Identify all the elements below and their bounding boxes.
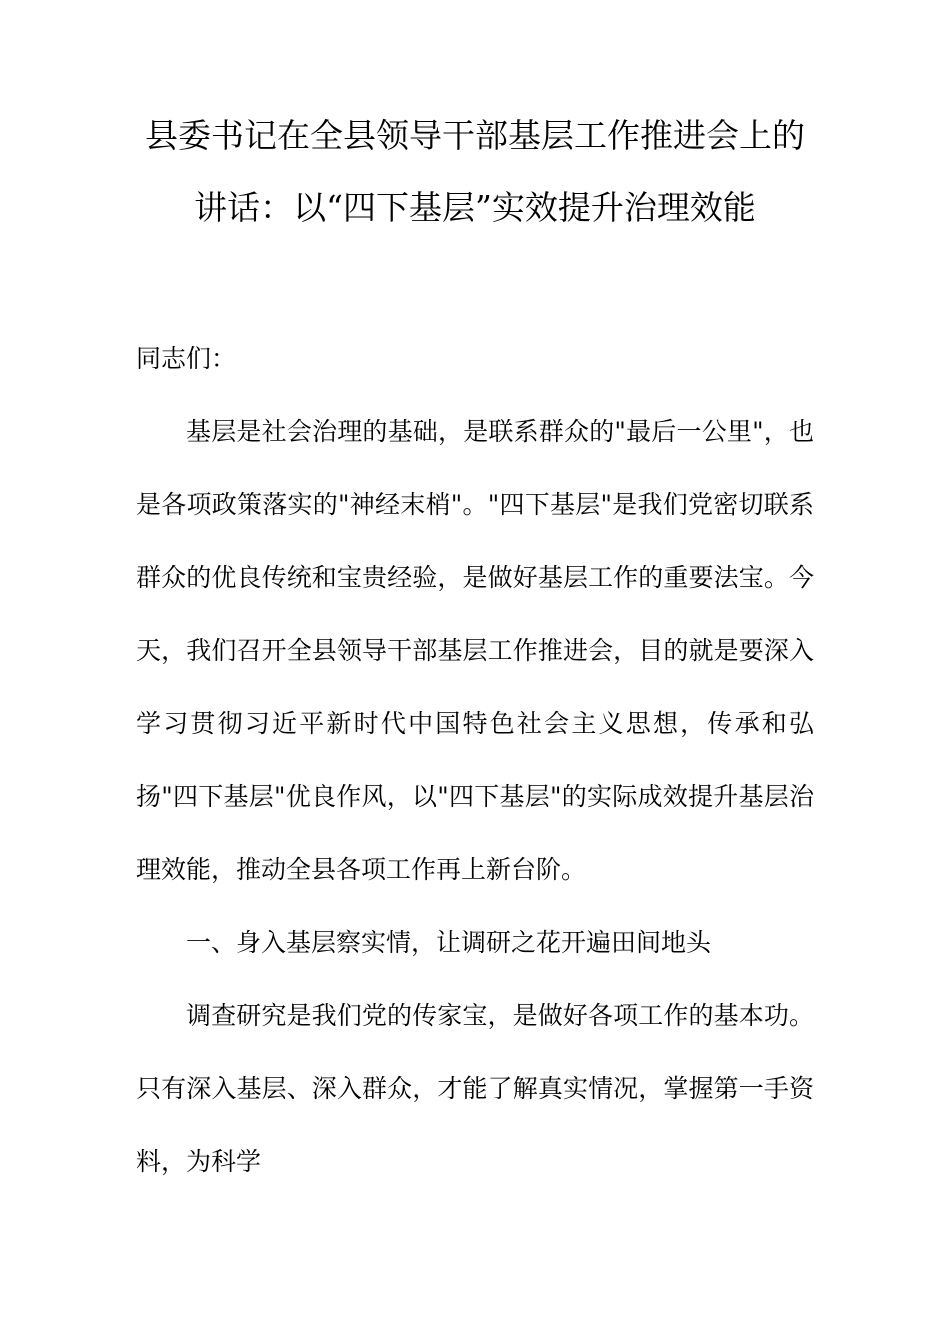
document-title: 县委书记在全县领导干部基层工作推进会上的讲话：以“四下基层”实效提升治理效能 [145, 116, 805, 227]
document-body [136, 0, 814, 1198]
salutation: 同志们： [136, 344, 237, 373]
section-heading-1: 一、身入基层察实情，让调研之花开遍田间地头 [186, 928, 712, 957]
paragraph-section-1: 调查研究是我们党的传家宝，是做好各项工作的基本功。只有深入基层、深入群众，才能了解真实情况，掌握第一手资料，为科学 [136, 1001, 814, 1176]
paragraph-intro: 基层是社会治理的基础，是联系群众的"最后一公里"，也是各项政策落实的"神经末梢"。"四下基层"是我们党密切联系群众的优良传统和宝贵经验，是做好基层工作的重要法宝。今天，我们召开全县领导干部基层工作推进会，目的就是要深入学习贯彻习近平新时代中国特色社会主义思想，传承和弘扬"四下基层"优良作风，以"四下基层"的实际成效提升基层治理效能，推动全县各项工作再上新台阶。 [136, 417, 814, 884]
